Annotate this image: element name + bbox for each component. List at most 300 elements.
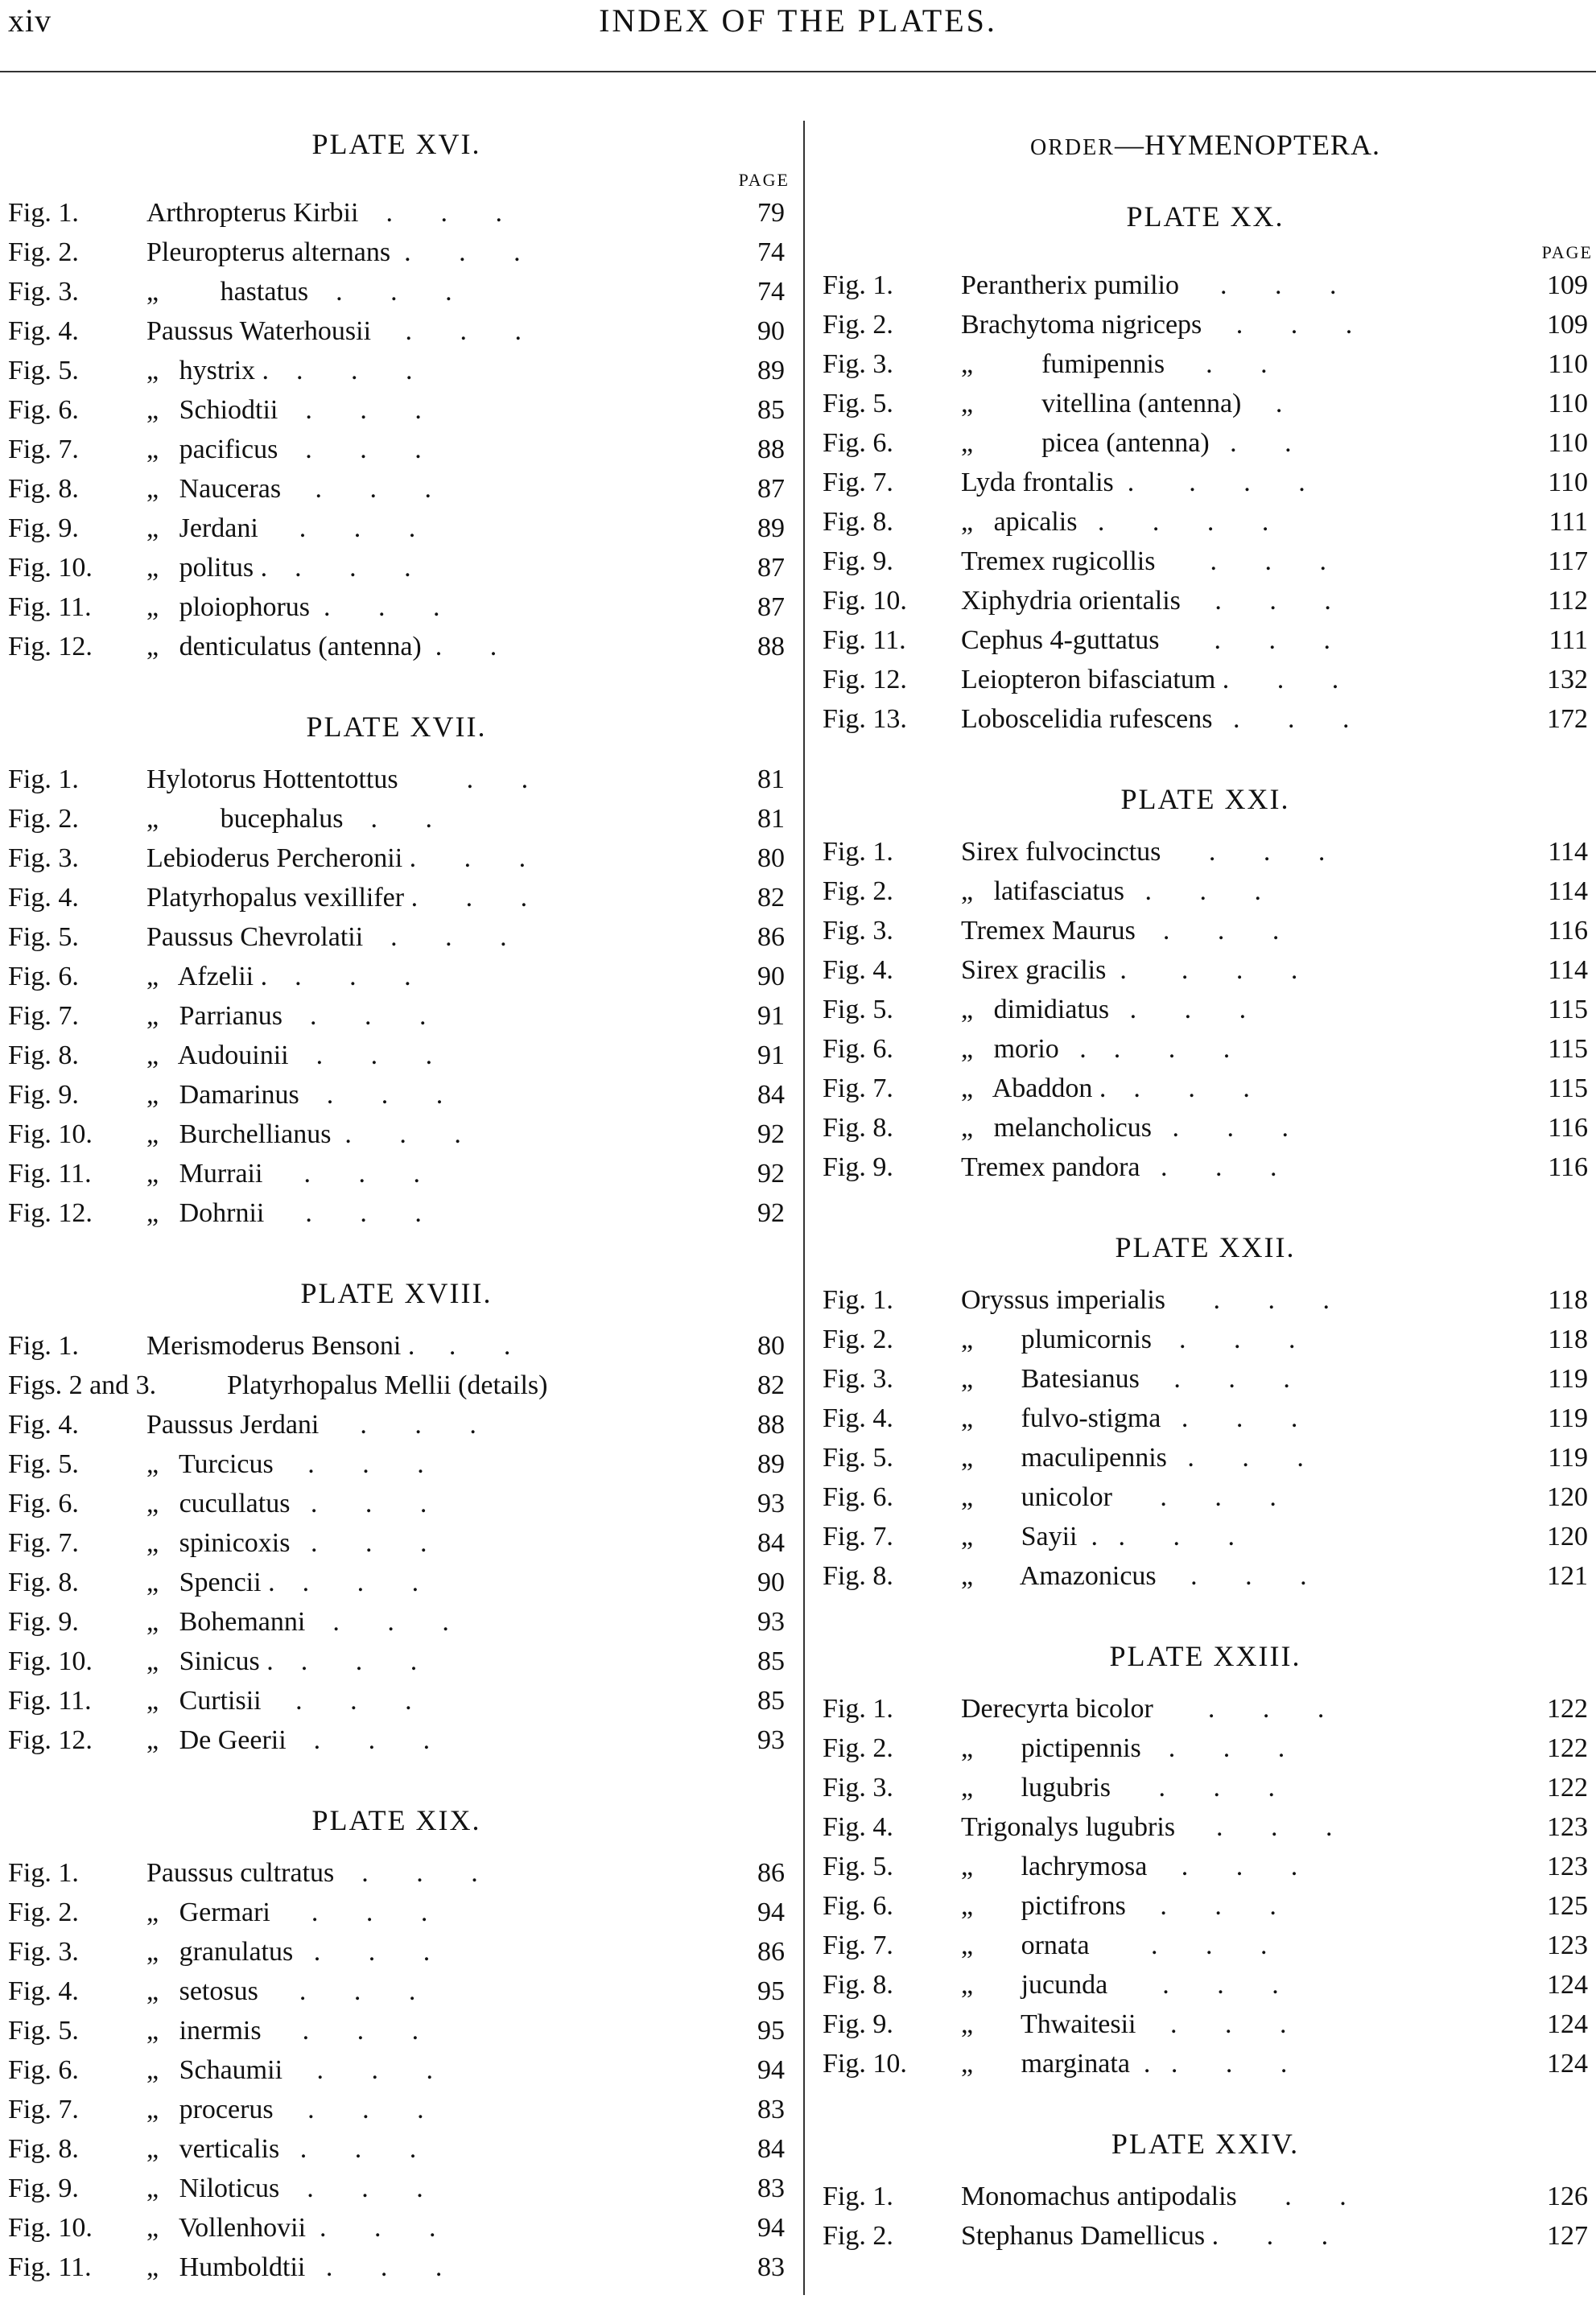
page-reference: 95: [757, 1976, 785, 2006]
index-row: [814, 463, 1596, 502]
figure-number: Fig. 4.: [823, 955, 893, 985]
species-name: Loboscelidia rufescens . . .: [961, 704, 1350, 734]
page-reference: 112: [1548, 586, 1588, 616]
plate-title: PLATE XX.: [1126, 200, 1285, 233]
species-name: „ cucullatus . . .: [146, 1489, 427, 1518]
page-reference: 86: [757, 922, 785, 952]
figure-number: Fig. 1.: [823, 837, 893, 867]
page-reference: 119: [1548, 1443, 1588, 1473]
figure-number: Figs. 2 and 3.: [8, 1370, 157, 1400]
index-row: [814, 1517, 1596, 1556]
species-name: „ latifasciatus . . .: [961, 876, 1261, 906]
index-row: [814, 950, 1596, 990]
index-row: [0, 839, 793, 878]
figure-number: Fig. 3.: [823, 349, 893, 379]
figure-number: Fig. 10.: [8, 1646, 93, 1676]
page-number: xiv: [8, 2, 52, 39]
page-reference: 120: [1547, 1482, 1588, 1512]
figure-number: Fig. 1.: [823, 1694, 893, 1724]
index-row: [0, 390, 793, 430]
page-reference: 88: [757, 435, 785, 464]
page-reference: 123: [1547, 1930, 1588, 1960]
species-name: „ vitellina (antenna) .: [961, 389, 1283, 418]
index-row: [0, 1563, 793, 1602]
species-name: Leiopteron bifasciatum . . .: [961, 665, 1339, 694]
page-reference: 115: [1548, 995, 1588, 1024]
page-reference: 87: [757, 592, 785, 622]
figure-number: Fig. 5.: [8, 2016, 79, 2046]
index-row: [0, 2011, 793, 2050]
page-reference: 94: [757, 2055, 785, 2085]
figure-number: Fig. 4.: [8, 1410, 79, 1440]
plate-title: PLATE XXIV.: [1111, 2128, 1300, 2160]
figure-number: Fig. 12.: [8, 1198, 93, 1228]
figure-number: Fig. 8.: [8, 1568, 79, 1597]
index-row: [814, 344, 1596, 384]
page-reference: 84: [757, 1080, 785, 1110]
page-reference: 94: [757, 1898, 785, 1927]
figure-number: Fig. 8.: [8, 474, 79, 504]
figure-number: Fig. 2.: [823, 1325, 893, 1354]
index-row: [0, 760, 793, 799]
page-reference: 87: [757, 553, 785, 583]
figure-number: Fig. 1.: [8, 1331, 79, 1361]
index-row: [0, 1523, 793, 1563]
figure-number: Fig. 2.: [8, 1898, 79, 1927]
figure-number: Fig. 10.: [8, 2213, 93, 2243]
species-name: „ Thwaitesii . . .: [961, 2009, 1287, 2039]
index-row: [0, 1405, 793, 1444]
figure-number: Fig. 12.: [823, 665, 907, 694]
figure-number: Fig. 4.: [823, 1812, 893, 1842]
page-reference: 110: [1548, 349, 1588, 379]
index-row: [814, 832, 1596, 872]
plate-section: [814, 1633, 1596, 2120]
species-name: „ Spencii . . . .: [146, 1568, 419, 1597]
figure-number: Fig. 1.: [823, 2182, 893, 2211]
index-row: [814, 1965, 1596, 2005]
figure-number: Fig. 9.: [8, 513, 79, 543]
species-name: „ Bohemanni . . .: [146, 1607, 449, 1637]
index-row: [0, 1036, 793, 1075]
index-row: [814, 1438, 1596, 1477]
figure-number: Fig. 7.: [8, 435, 79, 464]
index-row: [814, 1729, 1596, 1768]
page-reference: 81: [757, 764, 785, 794]
page-reference: 84: [757, 1528, 785, 1558]
figure-number: Fig. 6.: [823, 1891, 893, 1921]
species-name: „ Sayii . . . .: [961, 1522, 1235, 1551]
species-name: „ plumicornis . . .: [961, 1325, 1296, 1354]
figure-number: Fig. 5.: [823, 1443, 893, 1473]
species-name: „ ornata . . .: [961, 1930, 1268, 1960]
plate-section: [0, 1270, 793, 1797]
plate-section: [0, 1797, 793, 2324]
figure-number: Fig. 1.: [8, 764, 79, 794]
index-row: [814, 581, 1596, 620]
page-reference: 124: [1547, 2009, 1588, 2039]
figure-number: Fig. 6.: [8, 395, 79, 425]
figure-number: Fig. 7.: [823, 1522, 893, 1551]
species-name: Sirex fulvocinctus . . .: [961, 837, 1326, 867]
index-row: [0, 233, 793, 272]
figure-number: Fig. 3.: [823, 1364, 893, 1394]
right-column: [814, 121, 1596, 2293]
index-row: [814, 699, 1596, 739]
figure-number: Fig. 2.: [823, 876, 893, 906]
page-reference: 83: [757, 2095, 785, 2124]
plate-section: [814, 1224, 1596, 1633]
species-name: „ hastatus . . .: [146, 277, 452, 307]
species-name: „ jucunda . . .: [961, 1970, 1279, 2000]
page-reference: 126: [1547, 2182, 1588, 2211]
page-reference: 82: [757, 1370, 785, 1400]
species-name: „ bucephalus . .: [146, 804, 433, 834]
figure-number: Fig. 12.: [8, 1725, 93, 1755]
page-reference: 118: [1548, 1325, 1588, 1354]
species-name: „ pictifrons . . .: [961, 1891, 1276, 1921]
species-name: „ granulatus . . .: [146, 1937, 431, 1967]
species-name: Oryssus imperialis . . .: [961, 1285, 1330, 1315]
species-name: „ fumipennis . .: [961, 349, 1268, 379]
index-row: [0, 627, 793, 666]
figure-number: Fig. 4.: [8, 883, 79, 913]
figure-number: Fig. 7.: [8, 1528, 79, 1558]
index-row: [0, 430, 793, 469]
figure-number: Fig. 6.: [823, 428, 893, 458]
page-reference: 123: [1547, 1852, 1588, 1881]
index-row: [814, 542, 1596, 581]
index-row: [0, 878, 793, 917]
index-row: [0, 996, 793, 1036]
plate-title: PLATE XIX.: [311, 1804, 481, 1836]
index-row: [0, 272, 793, 311]
index-row: [0, 2248, 793, 2287]
figure-number: Fig. 9.: [823, 546, 893, 576]
figure-number: Fig. 8.: [823, 1113, 893, 1143]
species-name: Tremex pandora . . .: [961, 1152, 1277, 1182]
species-name: Trigonalys lugubris . . .: [961, 1812, 1333, 1842]
index-row: [0, 1484, 793, 1523]
species-name: Paussus Jerdani . . .: [146, 1410, 476, 1440]
species-name: „ politus . . . .: [146, 553, 411, 583]
index-row: [0, 1602, 793, 1642]
species-name: „ Audouinii . . .: [146, 1040, 433, 1070]
index-row: [0, 1972, 793, 2011]
index-row: [0, 1154, 793, 1193]
running-title: INDEX OF THE PLATES.: [599, 2, 997, 39]
right-plates: [814, 193, 1596, 2293]
index-row: [814, 872, 1596, 911]
plate-title: PLATE XXII.: [1115, 1231, 1296, 1263]
column-divider: [803, 121, 805, 2295]
page-reference: 74: [757, 237, 785, 267]
species-name: Paussus Chevrolatii . . .: [146, 922, 507, 952]
page-reference: 119: [1548, 1403, 1588, 1433]
species-name: Lebioderus Percheronii . . .: [146, 843, 526, 873]
species-name: Monomachus antipodalis . .: [961, 2182, 1346, 2211]
species-name: „ Batesianus . . .: [961, 1364, 1290, 1394]
page-reference: 116: [1548, 1113, 1588, 1143]
page-reference: 114: [1548, 876, 1588, 906]
page-reference: 91: [757, 1001, 785, 1031]
figure-number: Fig. 8.: [8, 1040, 79, 1070]
order-prefix: ORDER: [1030, 135, 1115, 160]
figure-number: Fig. 1.: [823, 1285, 893, 1315]
index-row: [814, 1689, 1596, 1729]
species-name: „ Nauceras . . .: [146, 474, 432, 504]
species-name: „ denticulatus (antenna) . .: [146, 632, 497, 661]
figure-number: Fig. 6.: [8, 2055, 79, 2085]
index-row: [0, 587, 793, 627]
figure-number: Fig. 10.: [8, 553, 93, 583]
figure-number: Fig. 6.: [823, 1482, 893, 1512]
index-row: [814, 305, 1596, 344]
species-name: „ De Geerii . . .: [146, 1725, 431, 1755]
species-name: Stephanus Damellicus . . .: [961, 2221, 1329, 2251]
species-name: Platyrhopalus Mellii (details): [227, 1370, 548, 1400]
figure-number: Fig. 13.: [823, 704, 907, 734]
index-row: [814, 1399, 1596, 1438]
figure-number: Fig. 10.: [823, 586, 907, 616]
page-reference: 92: [757, 1198, 785, 1228]
plate-section: [814, 776, 1596, 1224]
page-reference: 132: [1547, 665, 1588, 694]
figure-number: Fig. 4.: [823, 1403, 893, 1433]
index-row: [814, 1477, 1596, 1517]
species-name: „ Humboldtii . . .: [146, 2252, 443, 2282]
species-name: Platyrhopalus vexillifer . . .: [146, 883, 528, 913]
figure-number: Fig. 2.: [823, 1733, 893, 1763]
index-row: [814, 660, 1596, 699]
index-row: [0, 1075, 793, 1115]
species-name: „ Abaddon . . . .: [961, 1073, 1250, 1103]
figure-number: Fig. 8.: [823, 1561, 893, 1591]
index-row: [814, 1359, 1596, 1399]
species-name: Derecyrta bicolor . . .: [961, 1694, 1325, 1724]
species-name: Hylotorus Hottentottus . .: [146, 764, 529, 794]
figure-number: Fig. 3.: [8, 1937, 79, 1967]
index-row: [814, 1847, 1596, 1886]
page-reference: 111: [1549, 507, 1588, 537]
index-row: [814, 1768, 1596, 1807]
figure-number: Fig. 10.: [8, 1119, 93, 1149]
index-row: [0, 1853, 793, 1893]
figure-number: Fig. 5.: [823, 995, 893, 1024]
figure-number: Fig. 8.: [823, 507, 893, 537]
index-row: [814, 1556, 1596, 1596]
index-row: [814, 1029, 1596, 1069]
index-row: [814, 911, 1596, 950]
index-row: [814, 1280, 1596, 1320]
plate-title: PLATE XVII.: [306, 711, 487, 743]
figure-number: Fig. 3.: [8, 277, 79, 307]
plate-section: [814, 193, 1596, 776]
page-reference: 89: [757, 1449, 785, 1479]
species-name: „ lugubris . . .: [961, 1773, 1276, 1803]
species-name: „ Germari . . .: [146, 1898, 428, 1927]
figure-number: Fig. 4.: [8, 316, 79, 346]
page-reference: 110: [1548, 468, 1588, 497]
page-reference: 124: [1547, 2049, 1588, 2079]
index-row: [814, 1108, 1596, 1148]
plate-title: PLATE XVI.: [311, 128, 481, 160]
species-name: „ Curtisii . . .: [146, 1686, 412, 1716]
figure-number: Fig. 7.: [8, 1001, 79, 1031]
page-reference: 111: [1549, 625, 1588, 655]
species-name: „ morio . . . .: [961, 1034, 1231, 1064]
index-row: [0, 548, 793, 587]
index-row: [814, 423, 1596, 463]
figure-number: Fig. 11.: [8, 2252, 92, 2282]
page-reference: 123: [1547, 1812, 1588, 1842]
page-reference: 127: [1547, 2221, 1588, 2251]
figure-number: Fig. 7.: [823, 1073, 893, 1103]
index-row: [0, 2090, 793, 2129]
index-row: [0, 1642, 793, 1681]
figure-number: Fig. 2.: [8, 237, 79, 267]
index-row: [814, 2044, 1596, 2083]
species-name: Sirex gracilis . . . .: [961, 955, 1298, 985]
page-reference: 81: [757, 804, 785, 834]
figure-number: Fig. 11.: [823, 625, 906, 655]
page-reference: 85: [757, 1646, 785, 1676]
plate-title: PLATE XXIII.: [1109, 1640, 1301, 1672]
index-row: [814, 384, 1596, 423]
page-column-label: PAGE: [738, 170, 790, 190]
page-reference: 110: [1548, 389, 1588, 418]
index-row: [0, 193, 793, 233]
page-reference: 93: [757, 1489, 785, 1518]
page-reference: 83: [757, 2174, 785, 2203]
page-reference: 118: [1548, 1285, 1588, 1315]
page-reference: 90: [757, 1568, 785, 1597]
species-name: Perantherix pumilio . . .: [961, 270, 1337, 300]
species-name: Brachytoma nigriceps . . .: [961, 310, 1353, 340]
species-name: „ spinicoxis . . .: [146, 1528, 427, 1558]
species-name: „ Dohrnii . . .: [146, 1198, 422, 1228]
figure-number: Fig. 6.: [823, 1034, 893, 1064]
species-name: Lyda frontalis . . . .: [961, 468, 1305, 497]
figure-number: Fig. 5.: [823, 389, 893, 418]
page-reference: 125: [1547, 1891, 1588, 1921]
page-column-label: PAGE: [1541, 242, 1593, 262]
index-row: [0, 957, 793, 996]
species-name: „ Murraii . . .: [146, 1159, 420, 1189]
species-name: „ fulvo-stigma . . .: [961, 1403, 1298, 1433]
page-reference: 80: [757, 1331, 785, 1361]
figure-number: Fig. 12.: [8, 632, 93, 661]
species-name: „ inermis . . .: [146, 2016, 419, 2046]
page-reference: 92: [757, 1119, 785, 1149]
species-name: „ apicalis . . . .: [961, 507, 1269, 537]
index-row: [814, 502, 1596, 542]
page-reference: 116: [1548, 1152, 1588, 1182]
species-name: „ Damarinus . . .: [146, 1080, 443, 1110]
index-row: [814, 2177, 1596, 2216]
index-row: [0, 1893, 793, 1932]
figure-number: Fig. 1.: [823, 270, 893, 300]
index-row: [814, 1320, 1596, 1359]
figure-number: Fig. 7.: [823, 468, 893, 497]
order-dash: —: [1114, 129, 1144, 161]
page-reference: 74: [757, 277, 785, 307]
page-reference: 80: [757, 843, 785, 873]
species-name: „ maculipennis . . .: [961, 1443, 1304, 1473]
figure-number: Fig. 3.: [823, 916, 893, 946]
figure-number: Fig. 9.: [8, 1607, 79, 1637]
species-name: Tremex Maurus . . .: [961, 916, 1280, 946]
index-row: [0, 2208, 793, 2248]
page-reference: 109: [1547, 270, 1588, 300]
species-name: „ Sinicus . . . .: [146, 1646, 418, 1676]
index-row: [0, 1115, 793, 1154]
page-reference: 82: [757, 883, 785, 913]
page-reference: 114: [1548, 837, 1588, 867]
index-row: [0, 799, 793, 839]
figure-number: Fig. 1.: [8, 198, 79, 228]
species-name: „ unicolor . . .: [961, 1482, 1276, 1512]
index-row: [814, 990, 1596, 1029]
index-row: [0, 1326, 793, 1366]
order-name: HYMENOPTERA.: [1144, 129, 1380, 161]
index-row: [0, 509, 793, 548]
page-reference: 85: [757, 1686, 785, 1716]
page-reference: 115: [1548, 1034, 1588, 1064]
index-row: [0, 1366, 793, 1405]
page-reference: 114: [1548, 955, 1588, 985]
page-reference: 90: [757, 962, 785, 991]
figure-number: Fig. 9.: [8, 2174, 79, 2203]
index-row: [814, 2216, 1596, 2256]
species-name: „ Vollenhovii . . .: [146, 2213, 436, 2243]
species-name: Xiphydria orientalis . . .: [961, 586, 1331, 616]
species-name: „ verticalis . . .: [146, 2134, 417, 2164]
page-reference: 124: [1547, 1970, 1588, 2000]
page-header: [0, 0, 1596, 48]
species-name: „ Jerdani . . .: [146, 513, 416, 543]
page-reference: 116: [1548, 916, 1588, 946]
figure-number: Fig. 2.: [8, 804, 79, 834]
page-reference: 91: [757, 1040, 785, 1070]
species-name: „ marginata . . . .: [961, 2049, 1288, 2079]
species-name: Paussus cultratus . . .: [146, 1858, 478, 1888]
figure-number: Fig. 11.: [8, 1686, 92, 1716]
index-row: [0, 1193, 793, 1233]
figure-number: Fig. 9.: [823, 2009, 893, 2039]
species-name: „ ploiophorus . . .: [146, 592, 440, 622]
index-row: [0, 311, 793, 351]
index-row: [814, 1886, 1596, 1926]
page-reference: 93: [757, 1725, 785, 1755]
page-reference: 84: [757, 2134, 785, 2164]
species-name: „ dimidiatus . . .: [961, 995, 1247, 1024]
index-row: [0, 917, 793, 957]
figure-number: Fig. 7.: [8, 2095, 79, 2124]
page-reference: 88: [757, 632, 785, 661]
figure-number: Fig. 6.: [8, 962, 79, 991]
figure-number: Fig. 11.: [8, 592, 92, 622]
figure-number: Fig. 9.: [8, 1080, 79, 1110]
plate-title: PLATE XXI.: [1120, 783, 1290, 815]
figure-number: Fig. 1.: [8, 1858, 79, 1888]
index-row: [0, 1444, 793, 1484]
species-name: Cephus 4-guttatus . . .: [961, 625, 1330, 655]
index-row: [0, 1720, 793, 1760]
page-reference: 90: [757, 316, 785, 346]
page-reference: 121: [1547, 1561, 1588, 1591]
species-name: „ Amazonicus . . .: [961, 1561, 1307, 1591]
